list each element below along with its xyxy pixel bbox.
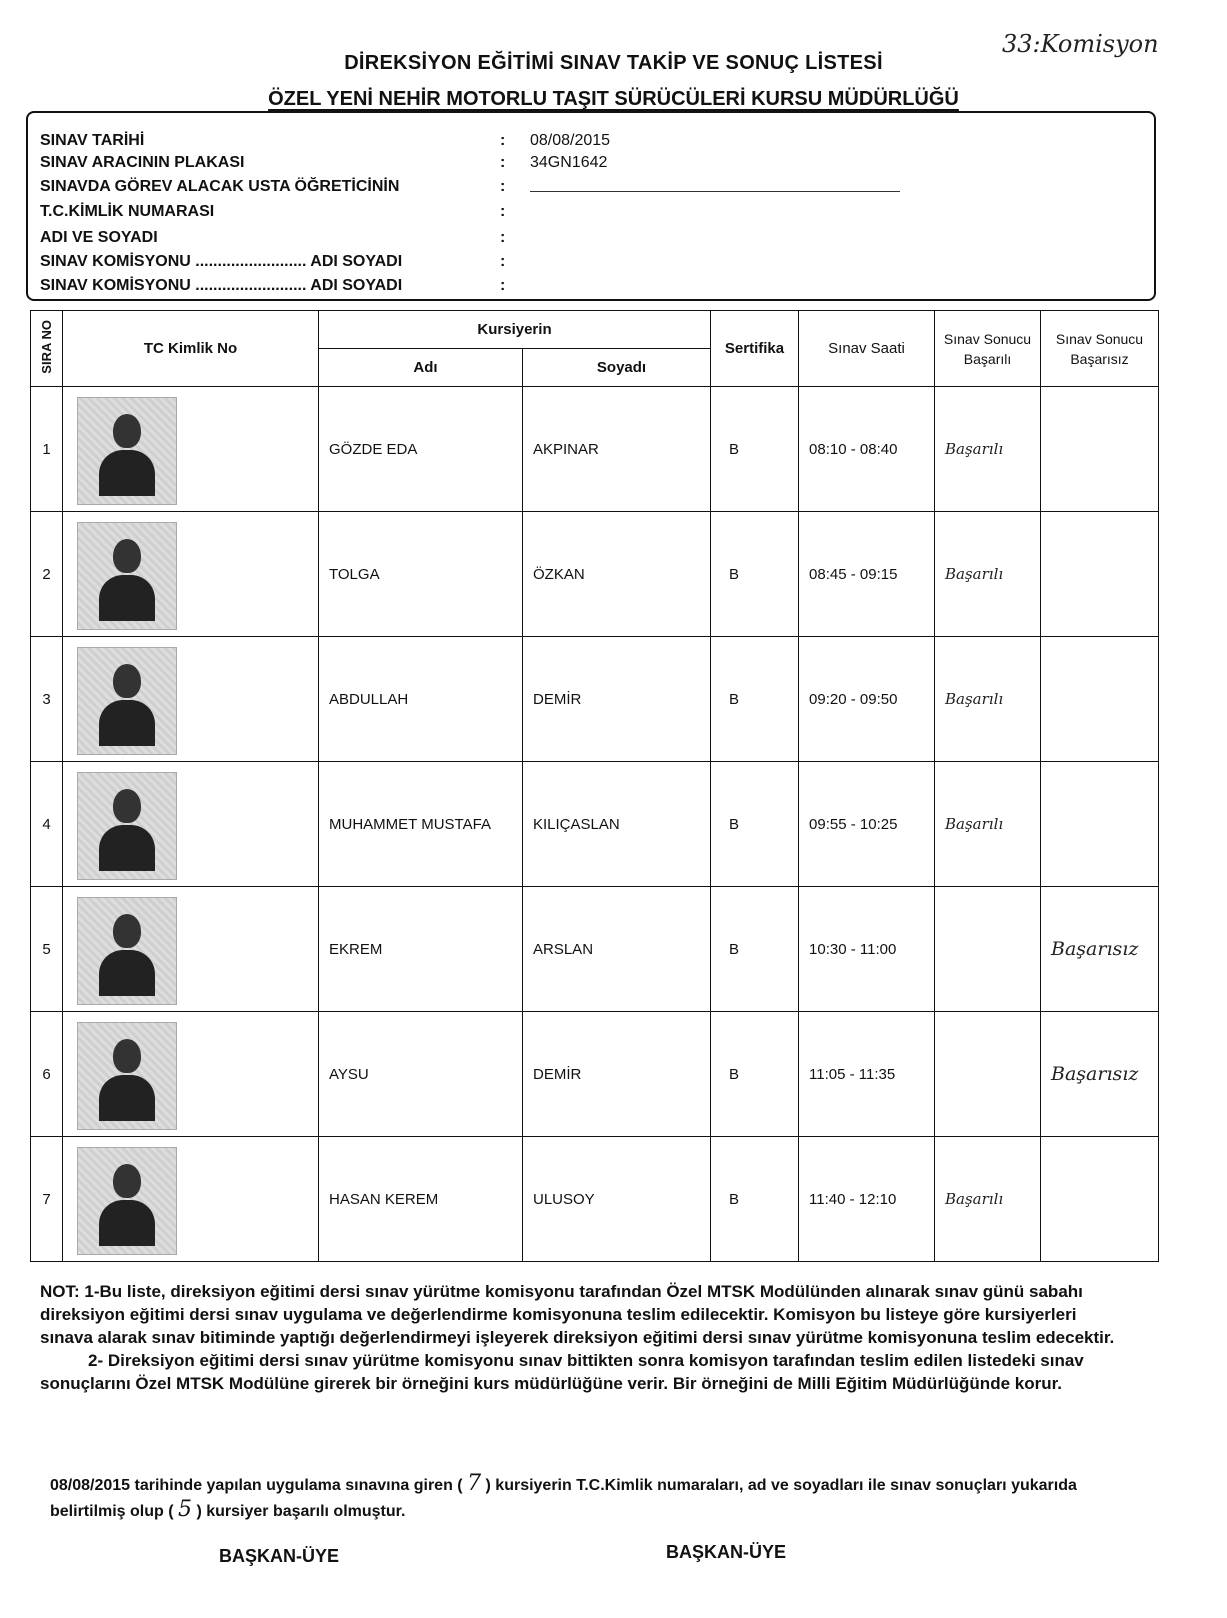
tc-photo-cell	[63, 762, 319, 887]
info-row-commission-1	[40, 250, 530, 274]
info-value-instructor	[530, 177, 900, 197]
result-fail-cell	[1041, 637, 1159, 762]
summary-statement	[50, 1472, 1130, 1524]
header-sertifika: Sertifika	[711, 311, 799, 387]
table-row	[31, 512, 1159, 637]
last-name-cell: DEMİR	[523, 1012, 711, 1137]
info-row-tc	[40, 200, 530, 224]
info-label: SINAV TARİHİ	[40, 132, 145, 149]
exam-time-cell: 11:05 - 11:35	[799, 1012, 935, 1137]
last-name-cell: ULUSOY	[523, 1137, 711, 1262]
first-name-cell: ABDULLAH	[319, 637, 523, 762]
info-colon: :	[500, 277, 506, 294]
info-colon: :	[500, 203, 506, 220]
certificate-cell: B	[711, 387, 799, 512]
summary-part-3: ) kursiyer başarılı olmuştur.	[196, 1503, 406, 1520]
table-row	[31, 762, 1159, 887]
note-paragraph-1: NOT: 1-Bu liste, direksiyon eğitimi dersi sınav yürütme komisyonu tarafından Özel MTSK Modülünden alınarak sınav günü sabahı direksiyon eğitimi dersi sınav uygulama ve değerlendirme komisyonuna teslim edilecektir. Komisyon bu listeye göre kursiyerleri sınava alarak sınav bitiminde yaptığı değerlendirmeyi işleyerek direksiyon eğitimi dersi sınav yürütme komisyonuna teslim edecektir.	[40, 1282, 1115, 1347]
row-number: 4	[31, 762, 63, 887]
exam-info-box	[26, 111, 1156, 301]
info-colon: :	[500, 229, 506, 246]
result-fail-cell	[1041, 512, 1159, 637]
note-section	[40, 1280, 1130, 1395]
results-table	[30, 310, 1159, 1262]
info-label: SINAV KOMİSYONU ......................... ADI SOYADI	[40, 253, 403, 270]
table-row	[31, 387, 1159, 512]
certificate-cell: B	[711, 1137, 799, 1262]
info-colon: :	[500, 178, 506, 195]
row-number: 2	[31, 512, 63, 637]
tc-photo-cell	[63, 887, 319, 1012]
last-name-cell: AKPINAR	[523, 387, 711, 512]
tc-photo-cell	[63, 637, 319, 762]
first-name-cell: HASAN KEREM	[319, 1137, 523, 1262]
info-colon: :	[500, 154, 506, 171]
result-fail-cell	[1041, 1137, 1159, 1262]
first-name-cell: TOLGA	[319, 512, 523, 637]
result-pass-cell	[935, 887, 1041, 1012]
info-value-exam-date: 08/08/2015	[530, 132, 611, 149]
tc-photo-cell	[63, 387, 319, 512]
header-soyadi: Soyadı	[523, 349, 711, 387]
result-pass-cell: Başarılı	[935, 512, 1041, 637]
person-silhouette-icon	[99, 656, 155, 746]
certificate-cell: B	[711, 637, 799, 762]
info-label: SINAV ARACININ PLAKASI	[40, 154, 245, 171]
table-row	[31, 637, 1159, 762]
tc-photo-cell	[63, 512, 319, 637]
exam-time-cell: 08:10 - 08:40	[799, 387, 935, 512]
info-row-instructor	[40, 175, 900, 199]
info-row-commission-2	[40, 274, 530, 298]
exam-time-cell: 10:30 - 11:00	[799, 887, 935, 1012]
info-label: T.C.KİMLİK NUMARASI	[40, 203, 215, 220]
info-label: SINAV KOMİSYONU ......................... ADI SOYADI	[40, 277, 403, 294]
person-silhouette-icon	[99, 1156, 155, 1246]
certificate-cell: B	[711, 762, 799, 887]
info-colon: :	[500, 132, 506, 149]
result-fail-cell: Başarısız	[1041, 887, 1159, 1012]
row-number: 7	[31, 1137, 63, 1262]
first-name-cell: GÖZDE EDA	[319, 387, 523, 512]
row-number: 6	[31, 1012, 63, 1137]
first-name-cell: AYSU	[319, 1012, 523, 1137]
certificate-cell: B	[711, 887, 799, 1012]
header-adi: Adı	[319, 349, 523, 387]
person-silhouette-icon	[99, 906, 155, 996]
header-kursiyerin: Kursiyerin	[319, 311, 711, 349]
row-number: 1	[31, 387, 63, 512]
exam-time-cell: 09:20 - 09:50	[799, 637, 935, 762]
result-fail-cell	[1041, 387, 1159, 512]
info-label: SINAVDA GÖREV ALACAK USTA ÖĞRETİCİNİN	[40, 178, 400, 195]
info-row-name	[40, 226, 530, 250]
first-name-cell: EKREM	[319, 887, 523, 1012]
table-row	[31, 1137, 1159, 1262]
result-fail-cell: Başarısız	[1041, 1012, 1159, 1137]
info-label: ADI VE SOYADI	[40, 229, 158, 246]
result-fail-cell	[1041, 762, 1159, 887]
exam-time-cell: 09:55 - 10:25	[799, 762, 935, 887]
result-pass-cell: Başarılı	[935, 762, 1041, 887]
exam-time-cell: 08:45 - 09:15	[799, 512, 935, 637]
header-tc-kimlik: TC Kimlik No	[63, 311, 319, 387]
person-silhouette-icon	[99, 531, 155, 621]
result-pass-cell: Başarılı	[935, 637, 1041, 762]
first-name-cell: MUHAMMET MUSTAFA	[319, 762, 523, 887]
document-title: DİREKSİYON EĞİTİMİ SINAV TAKİP VE SONUÇ LİSTESİ	[344, 52, 883, 74]
result-pass-cell	[935, 1012, 1041, 1137]
row-number: 3	[31, 637, 63, 762]
summary-part-2: ) kursiyerin T.C.Kimlik numaraları, ad ve soyadları ile sınav sonuçları yukarıda belirtilmiş olup (	[50, 1477, 1077, 1520]
signature-left: BAŞKAN-ÜYE	[219, 1546, 340, 1566]
handwritten-corner-note: 33:Komisyon	[1002, 30, 1159, 58]
summary-pass-count: 5	[178, 1497, 193, 1522]
result-pass-cell: Başarılı	[935, 1137, 1041, 1262]
last-name-cell: DEMİR	[523, 637, 711, 762]
summary-part-1: 08/08/2015 tarihinde yapılan uygulama sınavına giren (	[50, 1477, 463, 1494]
candidate-photo	[77, 397, 177, 505]
table-row	[31, 887, 1159, 1012]
person-silhouette-icon	[99, 781, 155, 871]
blank-line	[530, 177, 900, 192]
info-row-exam-date	[40, 129, 610, 153]
person-silhouette-icon	[99, 1031, 155, 1121]
table-row	[31, 1012, 1159, 1137]
person-silhouette-icon	[99, 406, 155, 496]
signature-right: BAŞKAN-ÜYE	[666, 1542, 787, 1562]
summary-total-count: 7	[467, 1471, 482, 1496]
info-colon: :	[500, 253, 506, 270]
note-paragraph-2: 2- Direksiyon eğitimi dersi sınav yürütme komisyonu sınav bittikten sonra komisyon tarafından teslim edilen listedeki sınav sonuçlarını Özel MTSK Modülüne girerek bir örneğini kurs müdürlüğüne verir. Bir örneğini de Milli Eğitim Müdürlüğünde korur.	[40, 1351, 1084, 1393]
candidate-photo	[77, 897, 177, 1005]
info-value-plate: 34GN1642	[530, 154, 608, 171]
tc-photo-cell	[63, 1012, 319, 1137]
result-pass-cell: Başarılı	[935, 387, 1041, 512]
last-name-cell: ARSLAN	[523, 887, 711, 1012]
header-sinav-saati: Sınav Saati	[799, 311, 935, 387]
tc-photo-cell	[63, 1137, 319, 1262]
certificate-cell: B	[711, 1012, 799, 1137]
candidate-photo	[77, 522, 177, 630]
row-number: 5	[31, 887, 63, 1012]
header-sonuc-basarili: Sınav Sonucu Başarılı	[935, 311, 1041, 387]
document-subtitle: ÖZEL YENİ NEHİR MOTORLU TAŞIT SÜRÜCÜLERİ KURSU MÜDÜRLÜĞÜ	[268, 88, 959, 110]
candidate-photo	[77, 1147, 177, 1255]
exam-time-cell: 11:40 - 12:10	[799, 1137, 935, 1262]
last-name-cell: KILIÇASLAN	[523, 762, 711, 887]
last-name-cell: ÖZKAN	[523, 512, 711, 637]
header-sira-no: SIRA NO	[31, 311, 63, 387]
header-sonuc-basarisiz: Sınav Sonucu Başarısız	[1041, 311, 1159, 387]
certificate-cell: B	[711, 512, 799, 637]
info-row-plate	[40, 151, 607, 175]
candidate-photo	[77, 772, 177, 880]
candidate-photo	[77, 1022, 177, 1130]
candidate-photo	[77, 647, 177, 755]
